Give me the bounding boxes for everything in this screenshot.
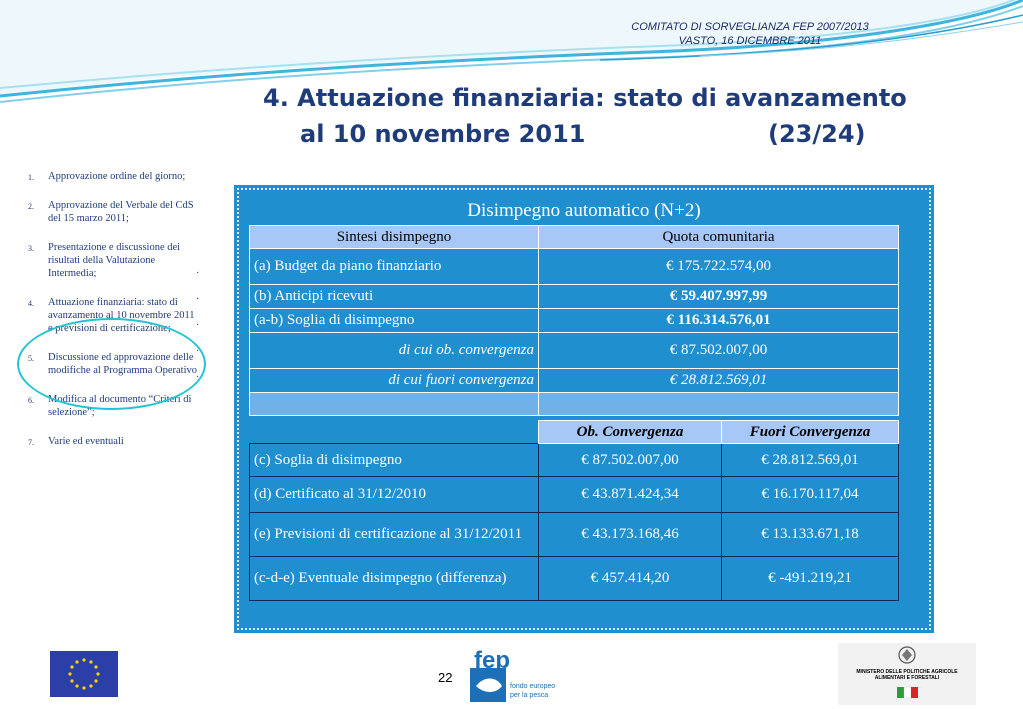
- agenda-item-number: 4.: [28, 299, 34, 308]
- table-row: [250, 285, 899, 309]
- agenda-item-text: Approvazione ordine del giorno;: [48, 171, 186, 182]
- title-date: al 10 novembre 2011: [300, 120, 586, 148]
- table-row: [250, 309, 899, 333]
- meeting-header: [600, 20, 900, 48]
- agenda-item-number: 2.: [28, 202, 34, 211]
- agenda-item-number: 1.: [28, 173, 34, 182]
- row-label: (d) Certificato al 31/12/2010: [250, 477, 539, 513]
- agenda-item: [28, 170, 198, 183]
- row-label: (e) Previsioni di certificazione al 31/12/2011: [250, 513, 539, 557]
- table-header-row: [250, 226, 899, 249]
- projection-table: [249, 420, 899, 601]
- header-line-2: VASTO, 16 DICEMBRE 2011: [678, 35, 822, 47]
- agenda-item-number: 6.: [28, 396, 34, 405]
- table-row: [250, 477, 899, 513]
- column-header: Fuori Convergenza: [722, 421, 899, 444]
- ministry-logo: [838, 643, 976, 705]
- table-row: [250, 333, 899, 369]
- row-label: (c-d-e) Eventuale disimpegno (differenza): [250, 557, 539, 601]
- agenda-item-number: 5.: [28, 354, 34, 363]
- row-value-convergence: € 43.173.168,46: [539, 513, 722, 557]
- page-number: 22: [438, 670, 453, 685]
- title-line-1: 4. Attuazione finanziaria: stato di avanzamento: [263, 84, 907, 112]
- row-label: di cui ob. convergenza: [250, 333, 539, 369]
- row-label: (a-b) Soglia di disimpegno: [250, 309, 539, 333]
- agenda-list: [28, 170, 198, 464]
- title-line-2: [300, 116, 866, 152]
- row-value: € 59.407.997,99: [539, 285, 899, 309]
- table-row: [250, 557, 899, 601]
- column-header: Quota comunitaria: [539, 226, 899, 249]
- row-label: (b) Anticipi ricevuti: [250, 285, 539, 309]
- spacer-cell: [539, 393, 899, 416]
- table-row: [250, 369, 899, 393]
- agenda-item: [28, 241, 198, 280]
- agenda-item: [28, 199, 198, 225]
- spacer-cell: [250, 393, 539, 416]
- agenda-item-text: Discussione ed approvazione delle modifiche al Programma Operativo: [48, 352, 197, 376]
- fep-caption-1: fondo europeo: [510, 683, 556, 690]
- agenda-item-number: 3.: [28, 244, 34, 253]
- ministry-name: MINISTERO DELLE POLITICHE AGRICOLE ALIMENTARI E FORESTALI: [856, 669, 958, 681]
- agenda-item-number: 7.: [28, 438, 34, 447]
- row-value-convergence: € 87.502.007,00: [539, 444, 722, 477]
- agenda-item-text: Varie ed eventuali: [48, 436, 124, 447]
- header-line-1: COMITATO DI SORVEGLIANZA FEP 2007/2013: [631, 21, 869, 33]
- column-header: Ob. Convergenza: [539, 421, 722, 444]
- row-value: € 28.812.569,01: [539, 369, 899, 393]
- table-row: [250, 249, 899, 285]
- row-value-non-convergence: € -491.219,21: [722, 557, 899, 601]
- agenda-item-text: Approvazione del Verbale del CdS del 15 marzo 2011;: [48, 200, 194, 224]
- agenda-item-text: Presentazione e discussione dei risultati della Valutazione Intermedia;: [48, 242, 181, 279]
- table-spacer-row: [250, 393, 899, 416]
- column-header: Sintesi disimpegno: [250, 226, 539, 249]
- eu-flag-logo: [50, 651, 118, 697]
- table-row: [250, 513, 899, 557]
- row-label: di cui fuori convergenza: [250, 369, 539, 393]
- eu-stars-icon: [50, 651, 118, 697]
- row-value-non-convergence: € 28.812.569,01: [722, 444, 899, 477]
- table-header-row: [250, 421, 899, 444]
- fep-caption-2: per la pesca: [510, 692, 549, 699]
- row-label: (c) Soglia di disimpegno: [250, 444, 539, 477]
- decommitment-panel: [237, 188, 931, 630]
- agenda-item: [28, 435, 198, 448]
- table-row: [250, 444, 899, 477]
- row-label: (a) Budget da piano finanziario: [250, 249, 539, 285]
- summary-table: [249, 225, 899, 416]
- fep-fish-icon: [470, 648, 560, 704]
- row-value: € 175.722.574,00: [539, 249, 899, 285]
- current-item-highlight: [17, 318, 206, 410]
- row-value-non-convergence: € 16.170.117,04: [722, 477, 899, 513]
- row-value: € 87.502.007,00: [539, 333, 899, 369]
- fep-logo: [470, 648, 560, 704]
- title-page-count: (23/24): [768, 120, 866, 148]
- fep-logo-text: fep: [474, 648, 510, 674]
- row-value: € 116.314.576,01: [539, 309, 899, 333]
- row-value-convergence: € 43.871.424,34: [539, 477, 722, 513]
- panel-title: Disimpegno automatico (N+2): [467, 200, 701, 221]
- empty-header-cell: [250, 421, 539, 444]
- row-value-non-convergence: € 13.133.671,18: [722, 513, 899, 557]
- row-value-convergence: € 457.414,20: [539, 557, 722, 601]
- agenda-item-text: Attuazione finanziaria: stato di avanzamento al 10 novembre 2011 e previsioni di certificazione;: [48, 297, 195, 334]
- agenda-item-text: Modifica al documento “Criteri di selezione”;: [48, 394, 192, 418]
